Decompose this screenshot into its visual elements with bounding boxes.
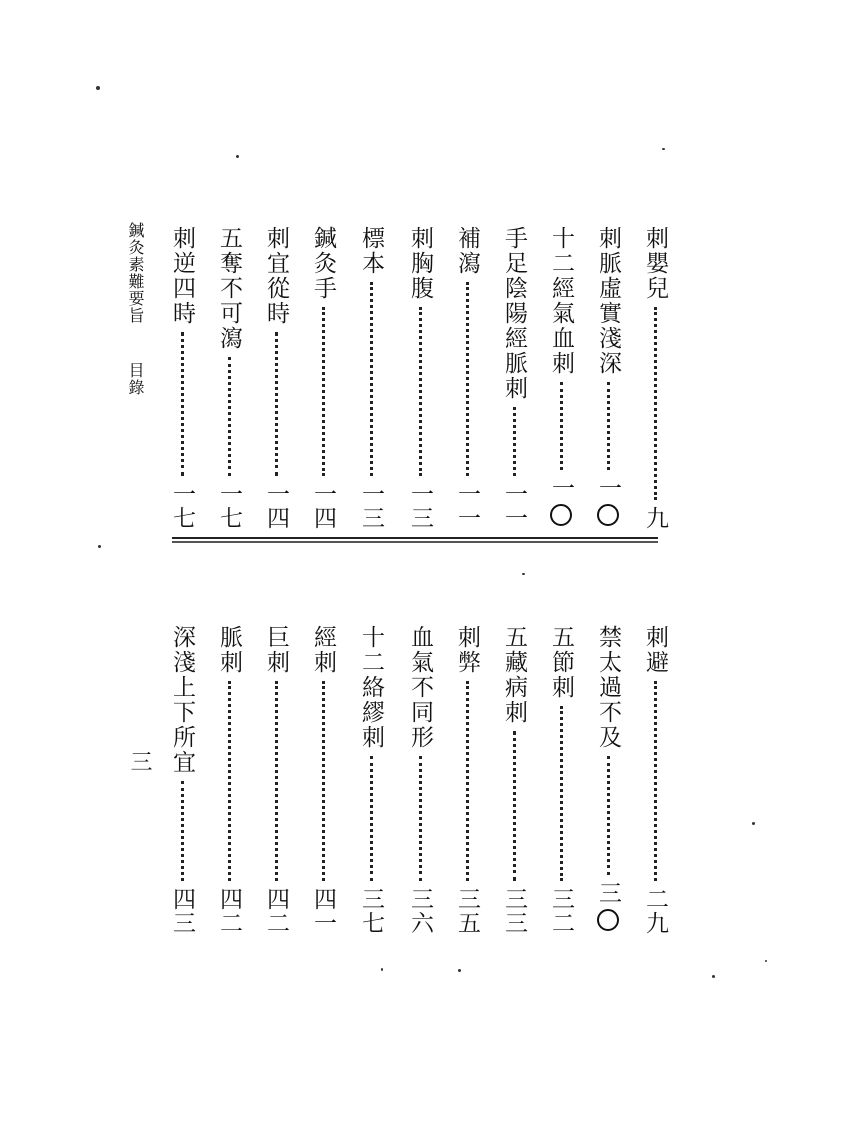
toc-entry-page: 一七: [216, 482, 242, 530]
toc-entry: [452, 226, 482, 530]
leader-dots: [560, 382, 563, 470]
toc-entry: [167, 625, 197, 935]
toc-entry-title: 十二絡繆刺: [358, 625, 384, 750]
toc-entry: [640, 226, 670, 530]
toc-entry-title: 深淺上下所宜: [169, 625, 195, 775]
scan-speck: [662, 148, 665, 150]
toc-entry-page: 三: [593, 881, 623, 935]
toc-entry-title: 刺宜從時: [263, 226, 289, 326]
toc-entry: [261, 226, 291, 530]
section-divider: [172, 537, 658, 543]
zero-ring: [597, 504, 619, 526]
toc-entry: [214, 226, 244, 530]
toc-entry: [499, 226, 529, 530]
toc-entry-title: 脈刺: [216, 625, 242, 675]
toc-entry-title: 五藏病刺: [501, 625, 527, 725]
toc-entry-title: 手足陰陽經脈刺: [501, 226, 527, 401]
section-title: 目錄: [126, 362, 145, 396]
toc-entry-page: 九: [642, 506, 668, 530]
toc-entry: [214, 625, 244, 935]
leader-dots: [228, 357, 231, 476]
toc-entry-page: 三五: [454, 887, 480, 935]
scan-speck: [712, 975, 715, 978]
leader-dots: [607, 756, 610, 875]
leader-dots: [419, 307, 422, 476]
leader-dots: [560, 706, 563, 881]
toc-entry: [308, 625, 338, 935]
toc-entry: [593, 625, 623, 935]
toc-entry: [640, 625, 670, 935]
leader-dots: [228, 681, 231, 881]
toc-entry-page: 一七: [169, 482, 195, 530]
toc-entry-title: 刺嬰兒: [642, 226, 668, 301]
toc-entry-page: 四一: [310, 887, 336, 935]
leader-dots: [275, 332, 278, 476]
toc-entry-title: 補瀉: [454, 226, 480, 276]
toc-entry-page: 四二: [263, 887, 289, 935]
scan-speck: [765, 960, 767, 962]
toc-entry: [499, 625, 529, 935]
toc-entry-title: 刺胸腹: [407, 226, 433, 301]
leader-dots: [513, 731, 516, 881]
toc-entry-page: 一三: [407, 482, 433, 530]
leader-dots: [513, 407, 516, 476]
toc-entry: [546, 226, 576, 530]
toc-entry: [356, 625, 386, 935]
leader-dots: [607, 382, 610, 470]
toc-entry-page: 三七: [358, 887, 384, 935]
toc-entry: [452, 625, 482, 935]
toc-entry: [261, 625, 291, 935]
leader-dots: [466, 681, 469, 881]
toc-entry-page: 二九: [642, 887, 668, 935]
leader-dots: [654, 681, 657, 881]
scan-speck: [458, 969, 461, 972]
toc-entry-page: 三六: [407, 887, 433, 935]
toc-entry: [356, 226, 386, 530]
toc-entry: [546, 625, 576, 935]
toc-entry: [167, 226, 197, 530]
zero-ring: [597, 909, 619, 931]
scan-speck: [752, 822, 755, 825]
toc-entry-page: 三三: [501, 887, 527, 935]
page-number: 三: [127, 750, 152, 772]
leader-dots: [181, 332, 184, 476]
toc-entry-title: 五節刺: [548, 625, 574, 700]
toc-entry: [405, 625, 435, 935]
toc-entry-page: 三二: [548, 887, 574, 935]
toc-entry-title: 刺弊: [454, 625, 480, 675]
toc-entry-page: 一: [546, 476, 576, 530]
toc-entry-page: 一一: [501, 482, 527, 530]
toc-entry-page: 一四: [263, 482, 289, 530]
scan-speck: [381, 968, 383, 971]
leader-dots: [181, 781, 184, 881]
toc-entry-page: 一: [593, 476, 623, 530]
toc-entry-title: 血氣不同形: [407, 625, 433, 750]
scan-speck: [98, 545, 101, 548]
scan-speck: [96, 86, 100, 90]
toc-entry-title: 標本: [358, 226, 384, 276]
leader-dots: [419, 756, 422, 881]
leader-dots: [370, 756, 373, 881]
toc-entry: [405, 226, 435, 530]
toc-entry-page: 四三: [169, 887, 195, 935]
toc-entry-page: 一一: [454, 482, 480, 530]
toc-entry-title: 禁太過不及: [595, 625, 621, 750]
toc-entry-title: 五奪不可瀉: [216, 226, 242, 351]
toc-entry-title: 刺逆四時: [169, 226, 195, 326]
leader-dots: [466, 282, 469, 476]
toc-entry-page: 四二: [216, 887, 242, 935]
toc-entry-title: 鍼灸手: [310, 226, 336, 301]
toc-entry-page: 一三: [358, 482, 384, 530]
leader-dots: [322, 681, 325, 881]
zero-ring: [550, 504, 572, 526]
leader-dots: [275, 681, 278, 881]
leader-dots: [654, 307, 657, 500]
scan-speck: [522, 573, 525, 575]
toc-entry: [308, 226, 338, 530]
toc-entry-page: 一四: [310, 482, 336, 530]
toc-entry-title: 經刺: [310, 625, 336, 675]
toc-entry-title: 刺避: [642, 625, 668, 675]
book-title: 鍼灸素難要旨: [126, 222, 145, 324]
leader-dots: [370, 282, 373, 476]
leader-dots: [322, 307, 325, 476]
toc-entry: [593, 226, 623, 530]
toc-entry-title: 十二經氣血刺: [548, 226, 574, 376]
toc-entry-title: 巨刺: [263, 625, 289, 675]
toc-entry-title: 刺脈虛實淺深: [595, 226, 621, 376]
scan-speck: [236, 155, 239, 158]
